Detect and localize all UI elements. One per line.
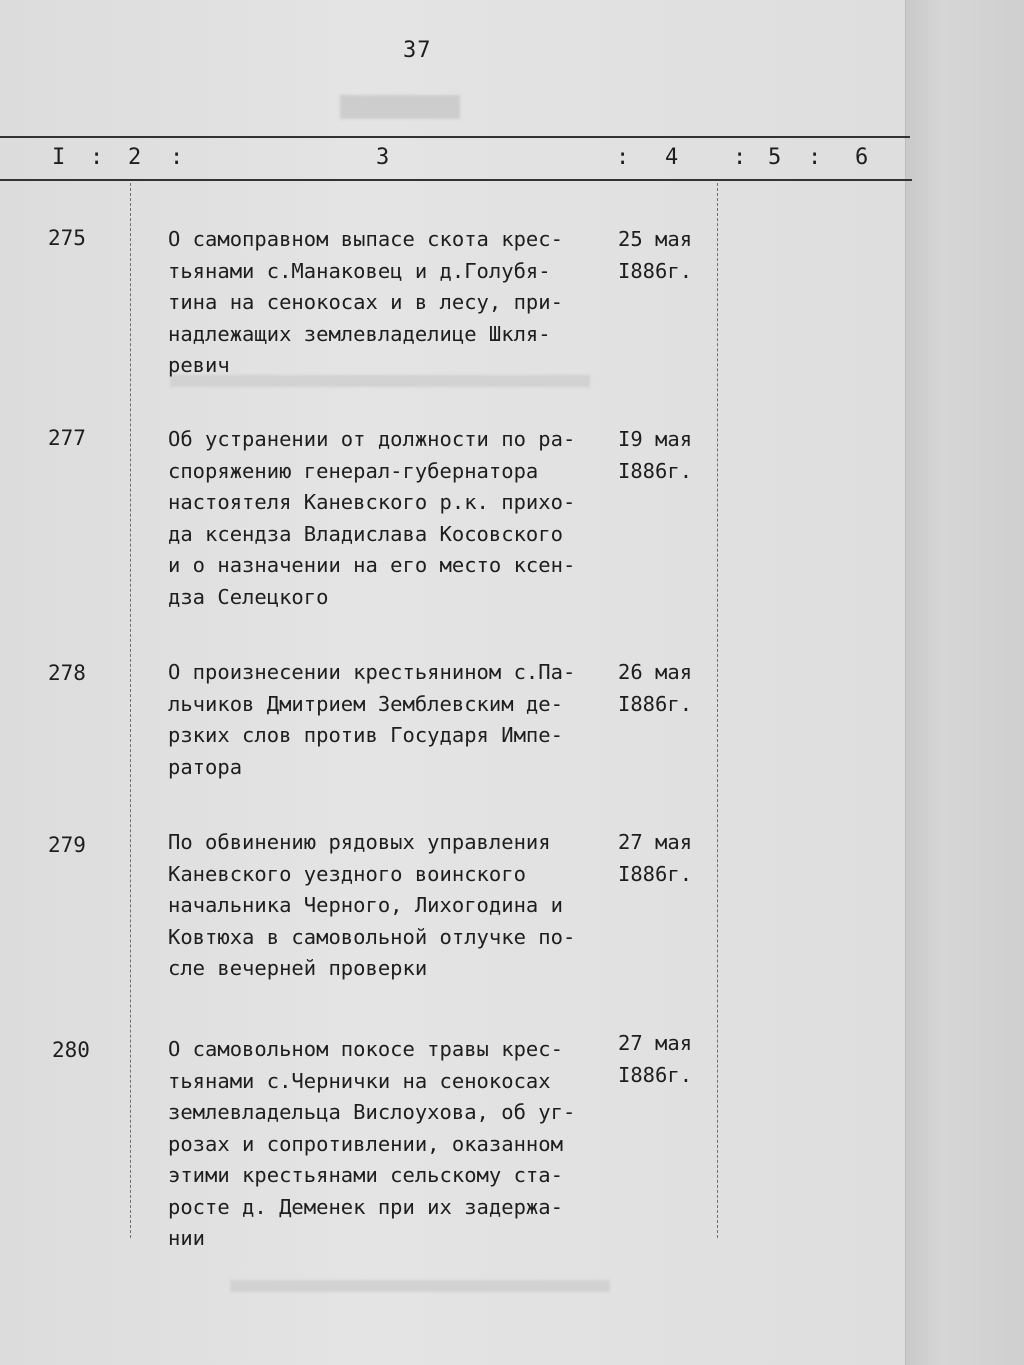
entry-line: О произнесении крестьянином с.Па-: [168, 660, 576, 684]
entry-line: Ковтюха в самовольной отлучке по-: [168, 924, 576, 949]
entry-line: розах и сопротивлении, оказанном: [168, 1131, 563, 1156]
entry-date-day: 26 мая: [618, 660, 693, 684]
entry-description: [168, 1034, 608, 1255]
column-number-4: 4: [665, 145, 679, 170]
entry-date-year: I886г.: [618, 691, 693, 716]
entry-line: ревич: [168, 353, 230, 377]
entry-line: настоятеля Каневского р.к. прихо-: [168, 490, 576, 514]
entry-number: 280: [52, 1038, 90, 1062]
entry-line: рзких слов против Государя Импе-: [168, 723, 563, 747]
entry-line: землевладельца Вислоухова, об уг-: [168, 1100, 576, 1124]
entry-description: [168, 424, 608, 613]
entry-date-year: I886г.: [618, 258, 693, 283]
entry-date-day: I9 мая: [618, 427, 693, 451]
entry-line: Об устранении от должности по ра-: [168, 427, 576, 451]
entry-line: льчиков Дмитрием Земблевским де-: [168, 691, 563, 716]
column-separator: :: [616, 145, 630, 170]
header-top-rule: [0, 136, 910, 138]
entry-line: По обвинению рядовых управления: [168, 830, 551, 854]
header-bottom-rule: [0, 179, 912, 181]
entry-line: Каневского уездного воинского: [168, 861, 526, 886]
entry-line: споряжению генерал-губернатора: [168, 458, 539, 483]
column-separator: :: [733, 145, 747, 170]
entry-line: ратора: [168, 754, 243, 779]
entry-date-day: 27 мая: [618, 830, 693, 854]
next-page-edge: [905, 0, 1024, 1365]
entry-number: 277: [48, 426, 86, 450]
column-number-5: 5: [768, 145, 782, 170]
entry-number: 275: [48, 226, 86, 250]
column-number-2: 2: [128, 145, 142, 170]
entry-date: [618, 224, 692, 287]
entry-line: нии: [168, 1226, 206, 1250]
entry-line: да ксендза Владислава Косовского: [168, 521, 563, 546]
entry-date-year: I886г.: [618, 861, 693, 886]
entry-line: и о назначении на его место ксен-: [168, 553, 576, 577]
entry-date: [618, 1028, 692, 1091]
entry-number: 279: [48, 833, 86, 857]
page-number: 37: [403, 38, 432, 63]
entry-date-day: 25 мая: [618, 227, 693, 251]
entry-line: тина на сенокосах и в лесу, при-: [168, 290, 563, 314]
column-number-1: I: [52, 145, 66, 170]
entry-date-year: I886г.: [618, 1062, 693, 1087]
entry-description: [168, 224, 608, 382]
column-divider: [717, 183, 718, 1238]
entry-line: сле вечерней проверки: [168, 956, 428, 980]
entry-date-year: I886г.: [618, 458, 693, 483]
bleed-through-mark: [230, 1280, 610, 1292]
column-separator: :: [90, 145, 104, 170]
entry-line: росте д. Деменек при их задержа-: [168, 1194, 563, 1219]
entry-line: надлежащих землевладелице Шкля-: [168, 321, 551, 346]
column-divider: [130, 183, 131, 1238]
entry-date-day: 27 мая: [618, 1031, 693, 1055]
entry-line: этими крестьянами сельскому ста-: [168, 1163, 563, 1187]
entry-description: [168, 657, 608, 783]
entry-date: [618, 424, 692, 487]
column-number-6: 6: [855, 145, 869, 170]
entry-line: начальника Черного, Лихогодина и: [168, 893, 563, 917]
entry-date: [618, 827, 692, 890]
column-separator: :: [170, 145, 184, 170]
column-separator: :: [808, 145, 822, 170]
column-number-3: 3: [376, 145, 390, 170]
entry-line: О самоправном выпасе скота крес-: [168, 227, 563, 251]
entry-number: 278: [48, 661, 86, 685]
entry-date: [618, 657, 692, 720]
entry-line: тьянами с.Чернички на сенокосах: [168, 1068, 551, 1093]
entry-line: дза Селецкого: [168, 584, 329, 609]
entry-line: тьянами с.Манаковец и д.Голубя-: [168, 258, 551, 283]
entry-line: О самовольном покосе травы крес-: [168, 1037, 563, 1061]
entry-description: [168, 827, 608, 985]
bleed-through-mark: [340, 95, 460, 119]
